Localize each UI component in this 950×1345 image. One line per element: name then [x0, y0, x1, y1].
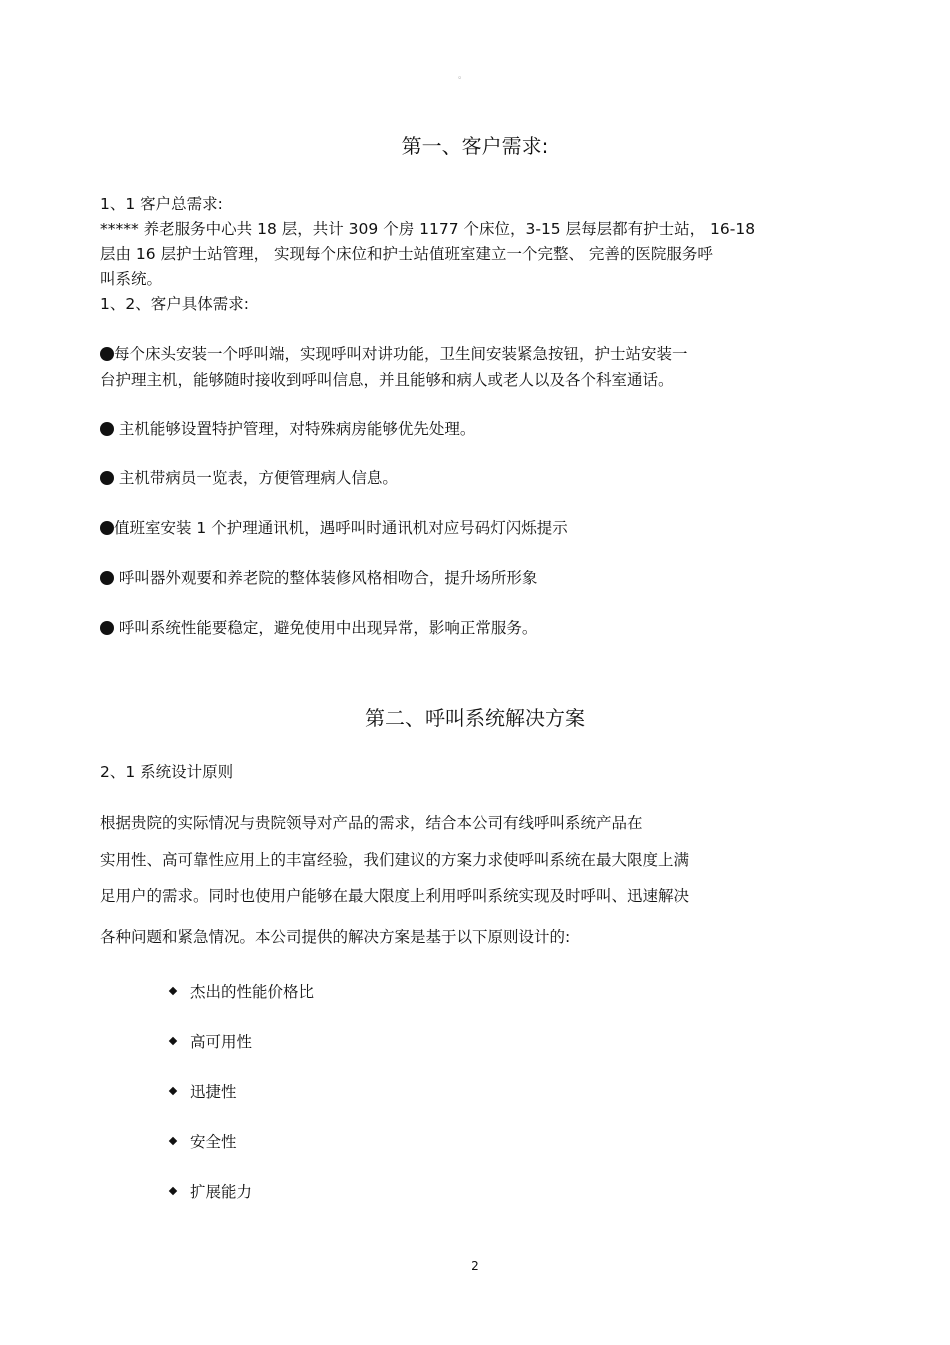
principle-item: 安全性 — [170, 1130, 237, 1152]
requirement-bullet: 主机带病员一览表，方便管理病人信息。 — [100, 466, 398, 490]
requirement-bullet: 值班室安装 1 个护理通讯机，遇呼叫时通讯机对应号码灯闪烁提示 — [100, 516, 568, 540]
page-number: 2 — [471, 1259, 479, 1273]
para-line-1: 根据贵院的实际情况与贵院领导对产品的需求，结合本公司有线呼叫系统产品在 — [100, 814, 643, 832]
bullet-dot-icon — [100, 471, 114, 485]
section2-title: 第二、呼叫系统解决方案 — [365, 706, 585, 730]
bullet-dot-icon — [100, 571, 114, 585]
bullet-dot-icon — [100, 621, 114, 635]
para-line-3: 足用户的需求。同时也使用户能够在最大限度上利用呼叫系统实现及时呼叫、迅速解决 — [100, 887, 690, 905]
requirement-bullet: 每个床头安装一个呼叫端，实现呼叫对讲功能，卫生间安装紧急按钮，护士站安装一 — [100, 342, 688, 366]
principle-item: 扩展能力 — [170, 1180, 252, 1202]
sub2-title: 1、2、客户具体需求: — [100, 295, 249, 313]
bullet-dot-icon — [100, 422, 114, 436]
section2-sub1-title: 2、1 系统设计原则 — [100, 763, 234, 781]
para-line-2: 实用性、高可靠性应用上的丰富经验，我们建议的方案力求使呼叫系统在最大限度上满 — [100, 851, 690, 869]
diamond-bullet-icon — [169, 1187, 177, 1195]
sub1-line-3: 叫系统。 — [100, 270, 163, 288]
requirement-bullet: 主机能够设置特护管理，对特殊病房能够优先处理。 — [100, 417, 475, 441]
requirement-bullet: 呼叫器外观要和养老院的整体装修风格相吻合，提升场所形象 — [100, 566, 537, 590]
diamond-bullet-icon — [169, 1087, 177, 1095]
bullet-dot-icon — [100, 521, 114, 535]
top-mark: 。 — [458, 71, 468, 81]
principle-item: 杰出的性能价格比 — [170, 980, 314, 1002]
section1-title: 第一、客户需求: — [401, 134, 549, 158]
requirement-bullet-cont: 台护理主机，能够随时接收到呼叫信息，并且能够和病人或老人以及各个科室通话。 — [100, 371, 674, 389]
diamond-bullet-icon — [169, 987, 177, 995]
principle-item: 高可用性 — [170, 1030, 252, 1052]
sub1-line-1: ***** 养老服务中心共 18 层，共计 309 个房 1177 个床位，3-15 层每层都有护士站， 16-18 — [100, 220, 756, 238]
bullet-dot-icon — [100, 347, 114, 361]
sub1-line-2: 层由 16 层护士站管理， 实现每个床位和护士站值班室建立一个完整、 完善的医院服务呼 — [100, 245, 713, 263]
diamond-bullet-icon — [169, 1037, 177, 1045]
principle-item: 迅捷性 — [170, 1080, 237, 1102]
para-line-4: 各种问题和紧急情况。本公司提供的解决方案是基于以下原则设计的: — [100, 928, 571, 946]
diamond-bullet-icon — [169, 1137, 177, 1145]
requirement-bullet: 呼叫系统性能要稳定，避免使用中出现异常，影响正常服务。 — [100, 616, 537, 640]
sub1-title: 1、1 客户总需求: — [100, 195, 223, 213]
